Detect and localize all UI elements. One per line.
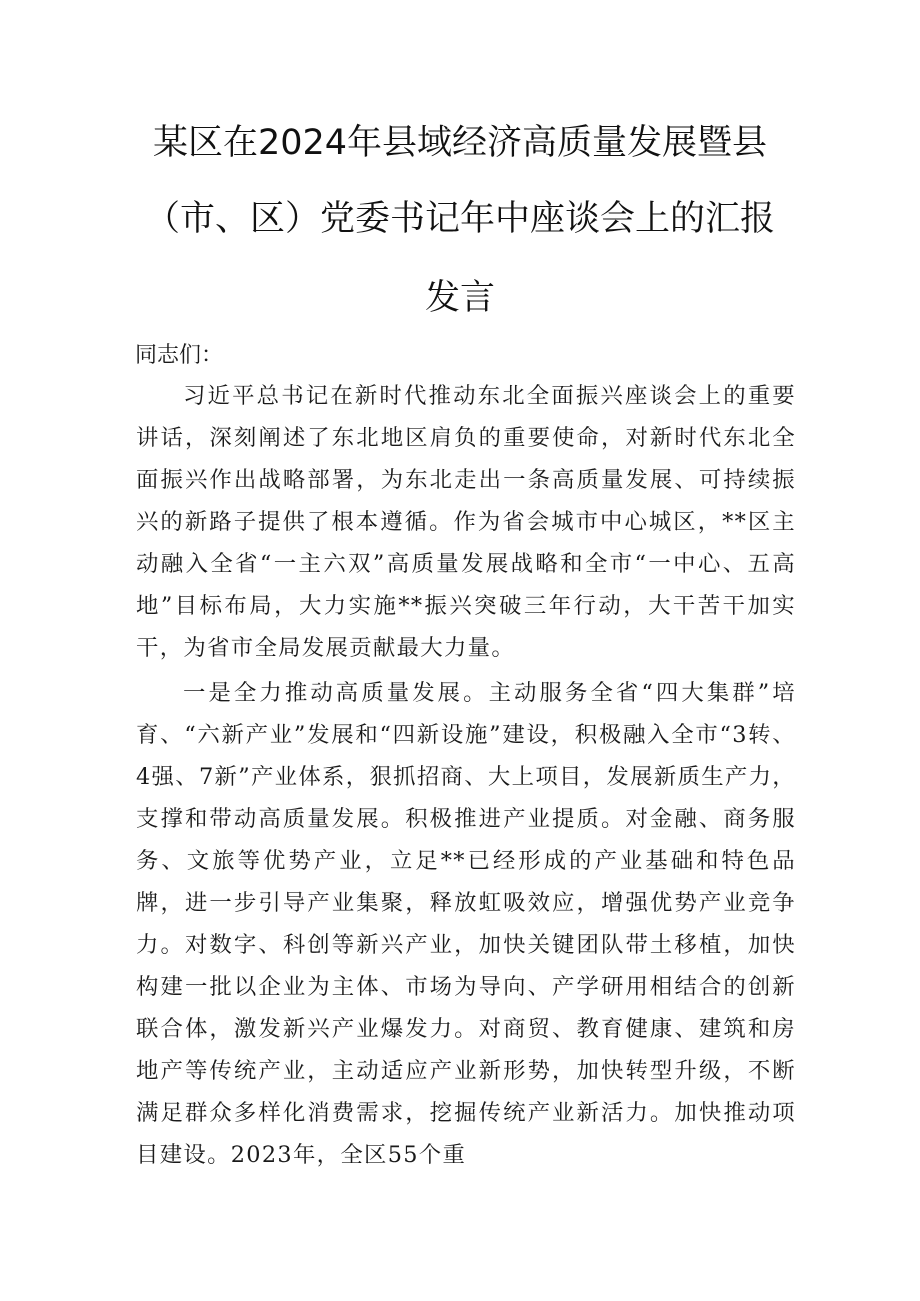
salutation: 同志们： [135,343,224,368]
title-line-3: 发言 [424,278,495,318]
body-paragraph-2: 一是全力推动高质量发展。主动服务全省“四大集群”培育、“六新产业”发展和“四新设施”建设，积极融入全市“3转、4强、7新”产业体系，狠抓招商、大上项目，发展新质生产力，支撑和带动高质量发展。积极推进产业提质。对金融、商务服务、文旅等优势产业，立足**已经形成的产业基础和特色品牌，进一步引导产业集聚，释放虹吸效应，增强优势产业竞争力。对数字、科创等新兴产业，加快关键团队带土移植，加快构建一批以企业为主体、市场为导向、产学研用相结合的创新联合体，激发新兴产业爆发力。对商贸、教育健康、建筑和房地产等传统产业，主动适应产业新形势，加快转型升级，不断满足群众多样化消费需求，挖掘传统产业新活力。加快推动项目建设。2023年，全区55个重 [136,680,796,1168]
title-line-1: 某区在2024年县域经济高质量发展暨县 [152,123,768,163]
title-line-2: （市、区）党委书记年中座谈会上的汇报 [144,199,775,239]
body-paragraph-1: 习近平总书记在新时代推动东北全面振兴座谈会上的重要讲话，深刻阐述了东北地区肩负的重要使命，对新时代东北全面振兴作出战略部署，为东北走出一条高质量发展、可持续振兴的新路子提供了根本遵循。作为省会城市中心城区，**区主动融入全省“一主六双”高质量发展战略和全市“一中心、五高地”目标布局，大力实施**振兴突破三年行动，大干苦干加实干，为省市全局发展贡献最大力量。 [136,383,796,661]
